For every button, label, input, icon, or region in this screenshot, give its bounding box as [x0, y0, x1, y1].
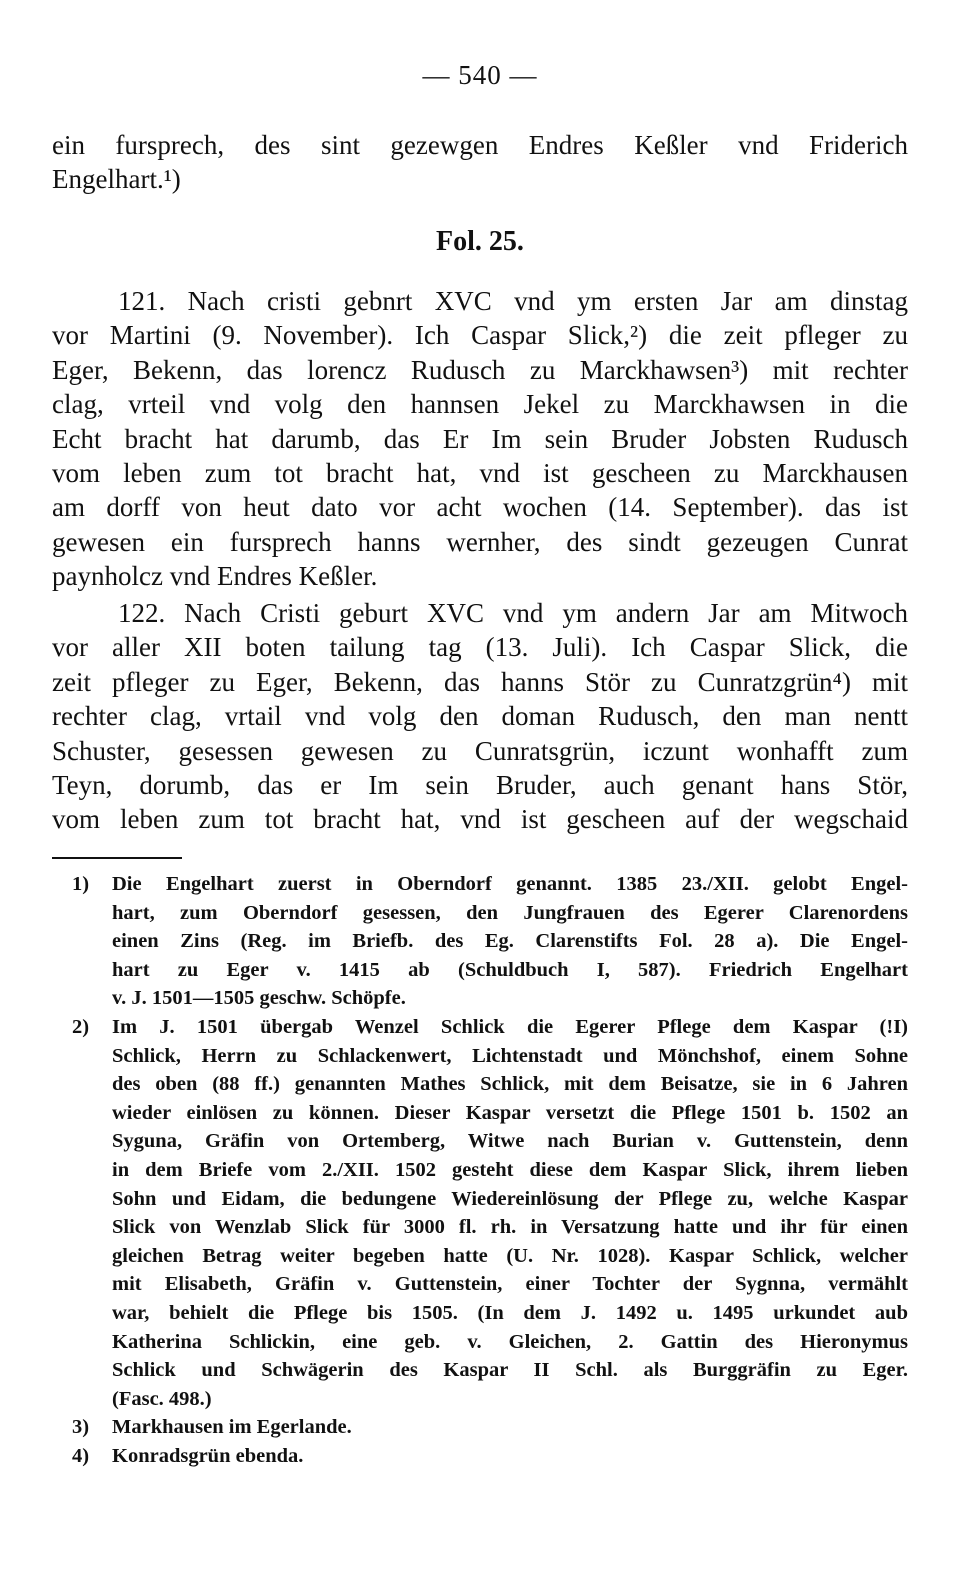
- footnote-line: Slick von Wenzlab Slick für 3000 fl. rh. in Versatzung hatte und ihr für einen: [112, 1216, 908, 1239]
- text-line: gewesen ein fursprech hanns wernher, des sindt gezeugen Cunrat: [52, 526, 908, 557]
- footnote-line: Schlick, Herrn zu Schlackenwert, Lichtenstadt und Mönchshof, einem Sohne: [112, 1044, 908, 1067]
- text-line: Echt bracht hat darumb, das Er Im sein Bruder Jobsten Rudusch: [52, 423, 908, 454]
- footnote-line: Im J. 1501 übergab Wenzel Schlick die Egerer Pflege dem Kaspar (!I): [112, 1015, 908, 1038]
- footnote-line: Die Engelhart zuerst in Oberndorf genannt. 1385 23./XII. gelobt Engel-: [112, 873, 908, 895]
- footnote-line: Schlick und Schwägerin des Kaspar II Schl. als Burggräfin zu Eger.: [112, 1359, 908, 1382]
- footnote-line: Syguna, Gräfin von Ortemberg, Witwe nach Burian v. Guttenstein, denn: [112, 1130, 908, 1153]
- footnote-4: [52, 1442, 908, 1471]
- footnote-line: hart, zum Oberndorf gesessen, den Jungfrauen des Egerer Clarenordens: [112, 901, 908, 924]
- footnote-line: war, behielt die Pflege bis 1505. (In dem J. 1492 u. 1495 urkundet aub: [112, 1301, 908, 1324]
- footnote-line: Konradsgrün ebenda.: [112, 1444, 304, 1467]
- footnote-mark: 3): [72, 1416, 90, 1439]
- page-number: — 540 —: [422, 60, 538, 90]
- footnote-line: in dem Briefe vom 2./XII. 1502 gesteht diese dem Kaspar Slick, ihrem lieben: [112, 1158, 908, 1181]
- text-line: 121. Nach cristi gebnrt XVC vnd ym ersten Jar am dinstag: [118, 286, 908, 316]
- text-line: Engelhart.¹): [52, 164, 181, 195]
- text-line: zeit pfleger zu Eger, Bekenn, das hanns Stör zu Cunratzgrün⁴) mit: [52, 666, 908, 697]
- opening-paragraph: [52, 128, 908, 197]
- text-line: Teyn, dorumb, das er Im sein Bruder, auch genant hans Stör,: [52, 770, 908, 801]
- text-line: clag, vrteil vnd volg den hannsen Jekel zu Marckhawsen in die: [52, 389, 908, 420]
- footnote-line: Sohn und Eidam, die bedungene Wiedereinlösung der Pflege zu, welche Kaspar: [112, 1187, 908, 1210]
- footnote-line: Katherina Schlickin, eine geb. v. Gleichen, 2. Gattin des Hieronymus: [112, 1330, 908, 1353]
- footnote-2: [52, 1013, 908, 1413]
- text-line: vom leben zum tot bracht hat, vnd ist gescheen auf der wegschaid: [52, 804, 908, 835]
- footnote-line: Markhausen im Egerlande.: [112, 1416, 352, 1439]
- footnote-line: hart zu Eger v. 1415 ab (Schuldbuch I, 587). Friedrich Engelhart: [112, 958, 908, 981]
- footnote-3: [52, 1413, 908, 1442]
- footnote-line: (Fasc. 498.): [112, 1387, 212, 1410]
- footnote-line: einen Zins (Reg. im Briefb. des Eg. Clarenstifts Fol. 28 a). Die Engel-: [112, 930, 908, 953]
- footnote-line: des oben (88 ff.) genannten Mathes Schlick, mit dem Beisatze, sie in 6 Jahren: [112, 1073, 908, 1096]
- footnote-line: v. J. 1501—1505 geschw. Schöpfe.: [112, 987, 406, 1010]
- text-line: am dorff von heut dato vor acht wochen (14. September). das ist: [52, 492, 908, 523]
- footnote-separator: [52, 857, 182, 859]
- footnote-line: mit Elisabeth, Gräfin v. Guttenstein, einer Tochter der Sygnna, vermählt: [112, 1273, 908, 1296]
- text-line: paynholcz vnd Endres Keßler.: [52, 561, 378, 592]
- text-line: vom leben zum tot bracht hat, vnd ist gescheen zu Marckhausen: [52, 458, 908, 489]
- text-line: rechter clag, vrtail vnd volg den doman Rudusch, den man nentt: [52, 701, 908, 732]
- footnotes: [52, 870, 908, 1470]
- footnote-mark: 4): [72, 1444, 90, 1467]
- entry-122: [52, 596, 908, 837]
- text-line: vor Martini (9. November). Ich Caspar Slick,²) die zeit pfleger zu: [52, 320, 908, 351]
- section-heading: Fol. 25.: [436, 226, 524, 257]
- footnote-mark: 2): [72, 1015, 90, 1038]
- footnote-mark: 1): [72, 873, 90, 895]
- text-line: Eger, Bekenn, das lorencz Rudusch zu Marckhawsen³) mit rechter: [52, 354, 908, 385]
- text-line: Schuster, gesessen gewesen zu Cunratsgrün, iczunt wonhafft zum: [52, 735, 908, 766]
- text-line: vor aller XII boten tailung tag (13. Juli). Ich Caspar Slick, die: [52, 632, 908, 663]
- footnote-line: gleichen Betrag weiter begeben hatte (U. Nr. 1028). Kaspar Schlick, welcher: [112, 1244, 908, 1267]
- text-line: ein fursprech, des sint gezewgen Endres Keßler vnd Friderich: [52, 130, 908, 160]
- entry-121: [52, 284, 908, 594]
- text-line: 122. Nach Cristi geburt XVC vnd ym andern Jar am Mitwoch: [118, 598, 908, 628]
- footnote-line: wieder einlösen zu können. Dieser Kaspar versetzt die Pflege 1501 b. 1502 an: [112, 1101, 908, 1124]
- footnote-1: [52, 870, 908, 1013]
